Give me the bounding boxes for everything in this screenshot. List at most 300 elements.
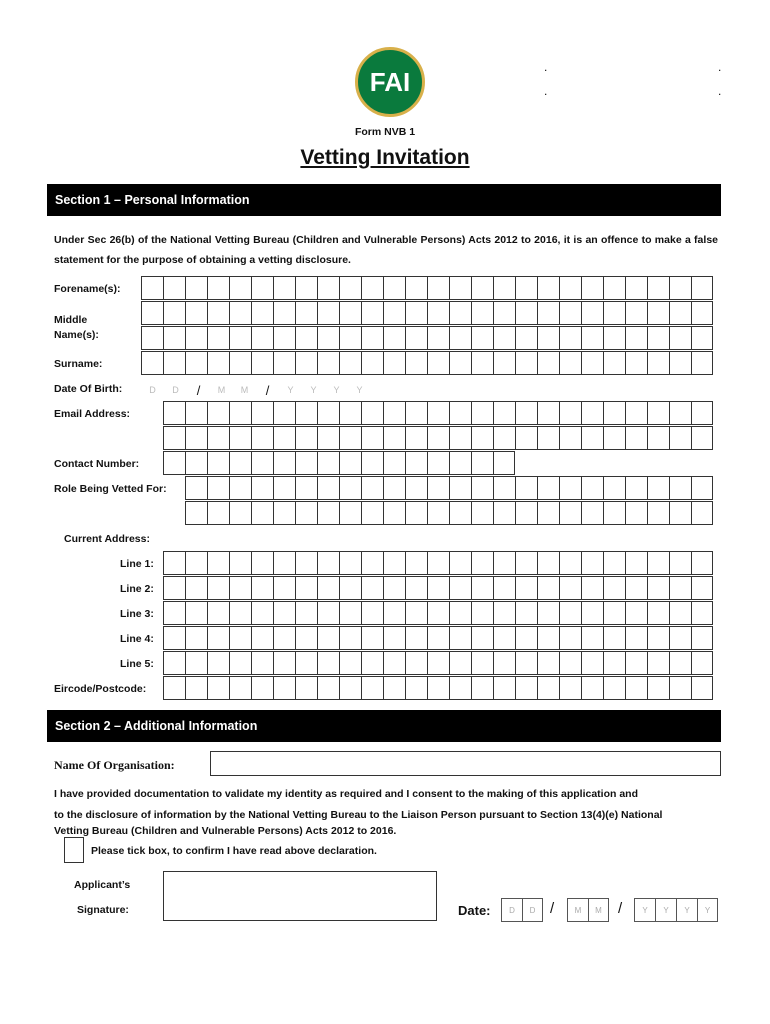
char-box[interactable] [251,351,273,375]
date-year-field[interactable] [634,898,718,922]
char-box[interactable] [603,626,625,650]
char-box[interactable] [625,351,647,375]
char-box[interactable] [295,576,317,600]
char-box[interactable] [207,301,229,325]
char-box[interactable] [383,401,405,425]
char-box[interactable] [669,676,691,700]
char-box[interactable] [251,676,273,700]
char-box[interactable] [493,426,515,450]
char-box[interactable] [515,626,537,650]
char-box[interactable] [229,676,251,700]
char-box[interactable] [339,676,361,700]
char-box[interactable] [559,651,581,675]
char-box[interactable] [493,301,515,325]
char-box[interactable] [515,326,537,350]
char-box[interactable] [471,276,493,300]
char-box[interactable] [317,301,339,325]
char-box[interactable] [647,301,669,325]
char-box[interactable] [361,276,383,300]
char-box[interactable] [229,601,251,625]
char-box[interactable] [581,326,603,350]
char-box[interactable] [361,451,383,475]
char-box[interactable] [229,651,251,675]
char-box[interactable] [449,676,471,700]
address-line1-field[interactable] [163,551,713,575]
char-box[interactable] [361,401,383,425]
char-box[interactable] [273,576,295,600]
char-box[interactable] [449,426,471,450]
char-box[interactable] [273,451,295,475]
char-box[interactable] [251,601,273,625]
char-box[interactable] [251,301,273,325]
char-box[interactable] [163,326,185,350]
char-box[interactable] [339,426,361,450]
char-box[interactable] [537,626,559,650]
char-box[interactable] [405,626,427,650]
char-box[interactable] [625,301,647,325]
char-box[interactable] [581,426,603,450]
address-line5-field[interactable] [163,651,713,675]
char-box[interactable] [581,276,603,300]
char-box[interactable] [471,501,493,525]
char-box[interactable] [163,401,185,425]
char-box[interactable] [647,651,669,675]
char-box[interactable] [295,401,317,425]
char-box[interactable] [691,601,713,625]
char-box[interactable] [691,426,713,450]
char-box[interactable] [669,401,691,425]
char-box[interactable] [625,326,647,350]
char-box[interactable] [449,601,471,625]
role-field-row2[interactable] [185,501,713,525]
char-box[interactable] [537,301,559,325]
char-box[interactable] [163,576,185,600]
char-box[interactable] [317,426,339,450]
char-box[interactable] [647,401,669,425]
char-box[interactable] [603,276,625,300]
address-line3-field[interactable] [163,601,713,625]
char-box[interactable] [493,651,515,675]
char-box[interactable] [383,651,405,675]
char-box[interactable] [471,676,493,700]
char-box[interactable] [493,551,515,575]
char-box[interactable] [295,276,317,300]
char-box[interactable] [449,626,471,650]
char-box[interactable] [669,626,691,650]
char-box[interactable] [207,401,229,425]
char-box[interactable] [163,626,185,650]
char-box[interactable] [537,351,559,375]
char-box[interactable] [295,451,317,475]
char-box[interactable] [383,301,405,325]
char-box[interactable] [669,576,691,600]
char-box[interactable] [295,501,317,525]
char-box[interactable] [163,676,185,700]
char-box[interactable] [339,626,361,650]
char-box[interactable] [691,476,713,500]
char-box[interactable] [207,351,229,375]
char-box[interactable] [691,651,713,675]
char-box[interactable] [669,351,691,375]
char-box[interactable] [295,601,317,625]
char-box[interactable] [603,326,625,350]
char-box[interactable] [647,576,669,600]
char-box[interactable] [537,651,559,675]
char-box[interactable] [383,276,405,300]
char-box[interactable] [669,476,691,500]
char-box[interactable] [471,301,493,325]
char-box[interactable] [603,426,625,450]
char-box[interactable] [669,326,691,350]
char-box[interactable] [471,451,493,475]
char-box[interactable] [581,351,603,375]
char-box[interactable] [537,676,559,700]
char-box[interactable] [317,501,339,525]
char-box[interactable] [471,551,493,575]
char-box[interactable] [427,576,449,600]
char-box[interactable] [251,476,273,500]
char-box[interactable] [691,501,713,525]
char-box[interactable] [427,426,449,450]
char-box[interactable] [185,651,207,675]
char-box[interactable] [185,451,207,475]
char-box[interactable] [581,676,603,700]
char-box[interactable] [163,651,185,675]
char-box[interactable] [339,551,361,575]
char-box[interactable] [625,401,647,425]
char-box[interactable] [251,426,273,450]
char-box[interactable] [691,301,713,325]
char-box[interactable] [185,626,207,650]
char-box[interactable] [405,351,427,375]
char-box[interactable] [339,651,361,675]
char-box[interactable] [537,601,559,625]
char-box[interactable] [647,476,669,500]
char-box[interactable] [449,651,471,675]
char-box[interactable] [273,501,295,525]
char-box[interactable] [515,351,537,375]
char-box[interactable] [603,351,625,375]
char-box[interactable] [471,651,493,675]
date-month-field[interactable] [567,898,609,922]
char-box[interactable] [295,551,317,575]
char-box[interactable] [207,476,229,500]
dob-field[interactable] [141,378,371,402]
char-box[interactable] [185,351,207,375]
char-box[interactable] [669,551,691,575]
char-box[interactable] [427,501,449,525]
char-box[interactable] [383,551,405,575]
char-box[interactable] [317,276,339,300]
char-box[interactable] [625,476,647,500]
char-box[interactable] [515,576,537,600]
char-box[interactable] [141,326,163,350]
char-box[interactable] [251,651,273,675]
char-box[interactable] [427,401,449,425]
char-box[interactable] [449,551,471,575]
char-box[interactable] [185,676,207,700]
char-box[interactable] [229,576,251,600]
char-box[interactable] [559,401,581,425]
char-box[interactable] [361,301,383,325]
char-box[interactable] [669,301,691,325]
char-box[interactable] [669,276,691,300]
char-box[interactable] [295,301,317,325]
confirm-checkbox[interactable] [64,837,84,863]
char-box[interactable] [251,626,273,650]
char-box[interactable] [471,326,493,350]
char-box[interactable] [273,351,295,375]
char-box[interactable] [185,326,207,350]
char-box[interactable] [295,426,317,450]
char-box[interactable] [383,451,405,475]
signature-box[interactable] [163,871,437,921]
email-field-row2[interactable] [163,426,713,450]
char-box[interactable] [493,326,515,350]
char-box[interactable] [317,651,339,675]
char-box[interactable] [207,501,229,525]
char-box[interactable] [383,626,405,650]
char-box[interactable] [339,351,361,375]
char-box[interactable] [427,676,449,700]
char-box[interactable] [647,501,669,525]
char-box[interactable] [185,476,207,500]
char-box[interactable] [559,351,581,375]
char-box[interactable] [163,601,185,625]
char-box[interactable] [383,476,405,500]
char-box[interactable] [405,651,427,675]
char-box[interactable] [515,601,537,625]
char-box[interactable] [471,601,493,625]
char-box[interactable] [273,676,295,700]
char-box[interactable] [317,326,339,350]
date-day-field[interactable] [501,898,543,922]
char-box[interactable] [229,301,251,325]
middle-name-field[interactable] [141,301,713,325]
char-box[interactable] [207,451,229,475]
char-box[interactable] [207,276,229,300]
char-box[interactable] [559,501,581,525]
char-box[interactable] [317,626,339,650]
char-box[interactable] [471,351,493,375]
char-box[interactable] [405,301,427,325]
char-box[interactable] [141,301,163,325]
char-box[interactable] [295,351,317,375]
char-box[interactable] [537,326,559,350]
char-box[interactable] [185,401,207,425]
char-box[interactable] [361,676,383,700]
surname-field[interactable] [141,351,713,375]
char-box[interactable] [449,476,471,500]
char-box[interactable] [339,401,361,425]
char-box[interactable] [603,401,625,425]
contact-number-field[interactable] [163,451,515,475]
char-box[interactable] [361,576,383,600]
char-box[interactable] [669,651,691,675]
forename-field[interactable] [141,276,713,300]
char-box[interactable] [647,326,669,350]
char-box[interactable] [273,401,295,425]
char-box[interactable] [427,626,449,650]
char-box[interactable] [647,601,669,625]
char-box[interactable] [273,301,295,325]
char-box[interactable] [295,676,317,700]
char-box[interactable] [405,326,427,350]
char-box[interactable] [229,326,251,350]
char-box[interactable] [493,676,515,700]
char-box[interactable] [405,451,427,475]
char-box[interactable] [295,326,317,350]
char-box[interactable] [185,576,207,600]
char-box[interactable] [691,276,713,300]
char-box[interactable] [185,301,207,325]
char-box[interactable] [449,276,471,300]
char-box[interactable] [427,551,449,575]
char-box[interactable] [295,476,317,500]
char-box[interactable] [273,551,295,575]
char-box[interactable] [581,476,603,500]
char-box[interactable] [625,276,647,300]
char-box[interactable] [537,551,559,575]
char-box[interactable] [559,301,581,325]
char-box[interactable] [361,351,383,375]
char-box[interactable] [427,301,449,325]
char-box[interactable] [427,651,449,675]
char-box[interactable] [581,401,603,425]
char-box[interactable] [581,551,603,575]
char-box[interactable] [361,326,383,350]
char-box[interactable] [515,276,537,300]
char-box[interactable] [163,301,185,325]
char-box[interactable] [515,676,537,700]
char-box[interactable] [251,551,273,575]
char-box[interactable] [691,551,713,575]
char-box[interactable] [427,326,449,350]
eircode-field[interactable] [163,676,713,700]
char-box[interactable] [669,501,691,525]
char-box[interactable] [493,276,515,300]
char-box[interactable] [185,501,207,525]
char-box[interactable] [295,651,317,675]
char-box[interactable] [251,576,273,600]
char-box[interactable] [515,551,537,575]
char-box[interactable] [251,276,273,300]
char-box[interactable] [449,576,471,600]
char-box[interactable] [229,501,251,525]
char-box[interactable] [361,601,383,625]
char-box[interactable] [537,501,559,525]
char-box[interactable] [383,326,405,350]
char-box[interactable] [317,401,339,425]
char-box[interactable] [339,501,361,525]
char-box[interactable] [185,426,207,450]
char-box[interactable] [493,451,515,475]
char-box[interactable] [207,551,229,575]
char-box[interactable] [361,426,383,450]
char-box[interactable] [405,601,427,625]
char-box[interactable] [625,651,647,675]
char-box[interactable] [625,501,647,525]
char-box[interactable] [185,601,207,625]
middle-name-field-row2[interactable] [141,326,713,350]
char-box[interactable] [361,501,383,525]
char-box[interactable] [537,401,559,425]
char-box[interactable] [405,551,427,575]
char-box[interactable] [207,601,229,625]
char-box[interactable] [163,451,185,475]
char-box[interactable] [625,601,647,625]
char-box[interactable] [295,626,317,650]
char-box[interactable] [405,276,427,300]
char-box[interactable] [163,276,185,300]
char-box[interactable] [669,601,691,625]
char-box[interactable] [669,426,691,450]
char-box[interactable] [647,551,669,575]
char-box[interactable] [471,476,493,500]
char-box[interactable] [207,326,229,350]
char-box[interactable] [273,476,295,500]
char-box[interactable] [405,476,427,500]
char-box[interactable] [251,401,273,425]
char-box[interactable] [603,301,625,325]
char-box[interactable] [229,426,251,450]
char-box[interactable] [405,576,427,600]
char-box[interactable] [691,626,713,650]
char-box[interactable] [229,476,251,500]
char-box[interactable] [471,426,493,450]
char-box[interactable] [691,676,713,700]
char-box[interactable] [273,276,295,300]
char-box[interactable] [471,626,493,650]
char-box[interactable] [141,351,163,375]
char-box[interactable] [449,301,471,325]
char-box[interactable] [603,601,625,625]
char-box[interactable] [317,551,339,575]
char-box[interactable] [449,326,471,350]
char-box[interactable] [449,501,471,525]
char-box[interactable] [317,351,339,375]
char-box[interactable] [163,551,185,575]
char-box[interactable] [647,426,669,450]
char-box[interactable] [339,601,361,625]
char-box[interactable] [603,476,625,500]
char-box[interactable] [559,551,581,575]
char-box[interactable] [493,351,515,375]
char-box[interactable] [339,326,361,350]
char-box[interactable] [647,276,669,300]
char-box[interactable] [405,426,427,450]
char-box[interactable] [317,576,339,600]
char-box[interactable] [383,676,405,700]
char-box[interactable] [273,626,295,650]
char-box[interactable] [405,676,427,700]
char-box[interactable] [207,676,229,700]
char-box[interactable] [647,676,669,700]
char-box[interactable] [207,626,229,650]
char-box[interactable] [383,426,405,450]
char-box[interactable] [427,601,449,625]
char-box[interactable] [339,476,361,500]
char-box[interactable] [559,426,581,450]
char-box[interactable] [581,601,603,625]
char-box[interactable] [625,551,647,575]
email-field[interactable] [163,401,713,425]
char-box[interactable] [559,276,581,300]
char-box[interactable] [339,276,361,300]
char-box[interactable] [647,351,669,375]
char-box[interactable] [251,326,273,350]
char-box[interactable] [273,326,295,350]
